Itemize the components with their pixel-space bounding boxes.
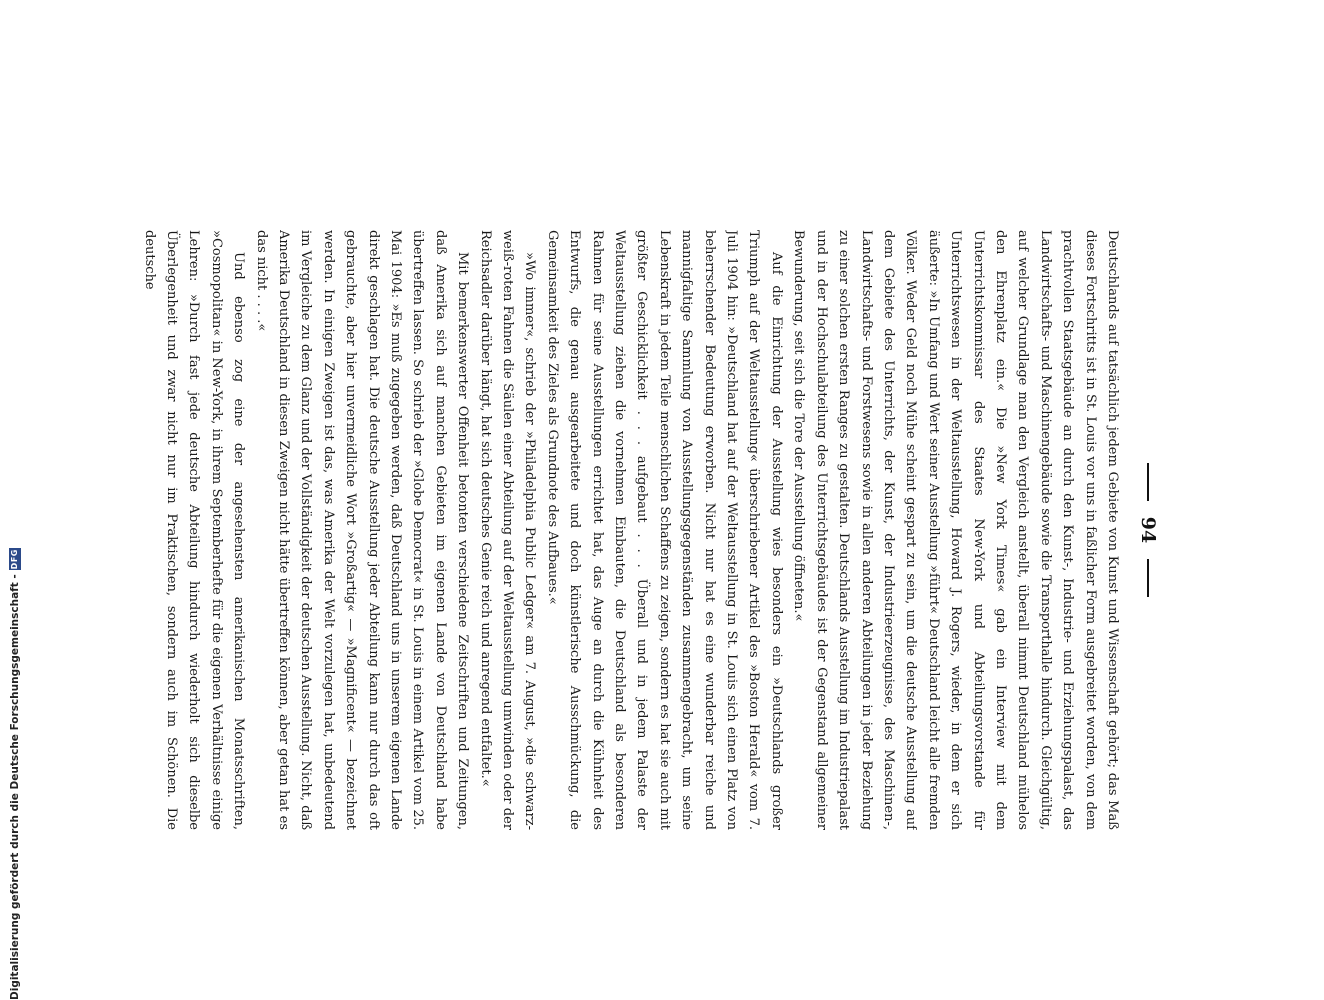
paragraph: Deutschlands auf tatsächlich jedem Gebiete von Kunst und Wissenschaft gehört; das Maß dieses Fortschritts ist in St. Louis vor uns in faßlicher Form ausgebreitet worden, von dem prachtvollen Staatsgebäude an durch den Kunst-, Industrie- und Erziehungspalast, das Landwirtschafts- und Maschinengebäude sowie die Transporthalle hindurch. Gleichgültig, auf welcher Grundlage man den Vergleich anstellt, überall nimmt Deutschland mühelos den Ehrenplatz ein.« Die »New York Times« gab ein Interview mit dem Unterrichtskommissar des Staates New-York und Abteilungsvorstande für Unterrichtswesen in der Weltausstellung, Howard J. Rogers, wieder, in dem er sich äußerte: »In Umfang und Wert seiner Ausstellung »führt« Deutschland leicht alle fremden Völker. Weder Geld noch Mühe scheint gespart zu sein, um die deutsche Ausstellung auf dem Gebiete des Unterrichts, der Kunst, der Industrieerzeugnisse, des Maschinen-, Landwirtschafts- und Forstwesens sowie in allen anderen Abteilungen in jeder Beziehung zu einer solchen ersten Ranges zu gestalten. Deutschlands Ausstellung im Industriepalast und in der Hochschulabteilung des Unterrichtsgebäudes ist der Gegenstand allgemeiner Bewunderung, seit sich die Tore der Ausstellung öffneten.«: [791, 230, 1120, 830]
scanned-page: [108, 230, 1163, 830]
digitization-credit: [0, 0, 21, 1000]
paragraph: Mit bemerkenswerter Offenheit betonten verschiedene Zeitschriften und Zeitungen, daß Amerika sich auf manchen Gebieten im eigenen Lande von Deutschland habe übertreffen lassen. So schrieb der »Globe Democrat« in St. Louis in einem Artikel vom 25. Mai 1904: »Es muß zugegeben werden, daß Deutschland uns in unserem eigenen Lande direkt geschlagen hat. Die deutsche Ausstellung jeder Abteilung kann nur durch das oft gebrauchte, aber hier unvermeidliche Wort »Großartig« — »Magnificent« — bezeichnet werden. In einigen Zweigen ist das, was Amerika der Welt vorzulegen hat, unbedeutend im Vergleiche zu dem Glanz und der Vollständigkeit der deutschen Ausstellung. Nicht, daß Amerika Deutschland in diesen Zweigen nicht hätte übertreffen können, aber getan hat es das nicht . . . .«: [253, 230, 471, 830]
page-body: [115, 230, 1123, 830]
paragraph: Auf die Einrichtung der Ausstellung wies besonders ein »Deutschlands großer Triumph auf der Weltausstellung« überschriebener Artikel des »Boston Herald« vom 7. Juli 1904 hin: »Deutschland hat auf der Weltausstellung in St. Louis sich einen Platz von beherrschender Bedeutung erworben. Nicht nur hat es eine wunderbar reiche und mannigfaltige Sammlung von Ausstellungsgegenständen zusammengebracht, um seine Lebenskraft in jedem Teile menschlichen Schaffens zu zeigen, sondern es hat sie auch mit größter Geschicklichkeit . . . aufgebaut . . . Überall und in jedem Palaste der Weltausstellung ziehen die vornehmen Einbauten, die Deutschland als besonderen Rahmen für seine Ausstellungen errichtet hat, das Auge an durch die Kühnheit des Entwurfs, die genau ausgearbeitete und doch künstlerische Ausschmückung, die Gemeinsamkeit des Zieles als Grundnote des Aufbaues.«: [544, 230, 784, 830]
header-rule-right: [1147, 559, 1149, 597]
page-number: 94: [1137, 516, 1159, 544]
paragraph: »Wo immer«, schrieb der »Philadelphia Public Ledger« am 7. August, »die schwarz-weiß-roten Fahnen die Säulen einer Abteilung auf der Weltausstellung umwinden oder der Reichsadler darüber hängt, hat sich deutsches Genie reich und anregend entfaltet.«: [477, 230, 538, 830]
dfg-logo-icon: DFG: [10, 549, 19, 570]
credit-label: Digitalisierung gefördert durch die Deutsche Forschungsgemeinschaft -: [9, 574, 21, 1000]
paragraph: Und ebenso zog eine der angesehensten amerikanischen Monatsschriften, »Cosmopolitan« in New-York, in ihrem Septemberhefte für die eigenen Verhältnisse einige Lehren: »Durch fast jede deutsche Abteilung hindurch wiederholt sich dieselbe Überlegenheit und zwar nicht nur im Praktischen, sondern auch im Schönen. Die deutsche: [141, 230, 247, 830]
digitization-credit-text: [8, 548, 22, 1000]
header-rule-left: [1147, 463, 1149, 501]
page-header: [1133, 230, 1163, 830]
